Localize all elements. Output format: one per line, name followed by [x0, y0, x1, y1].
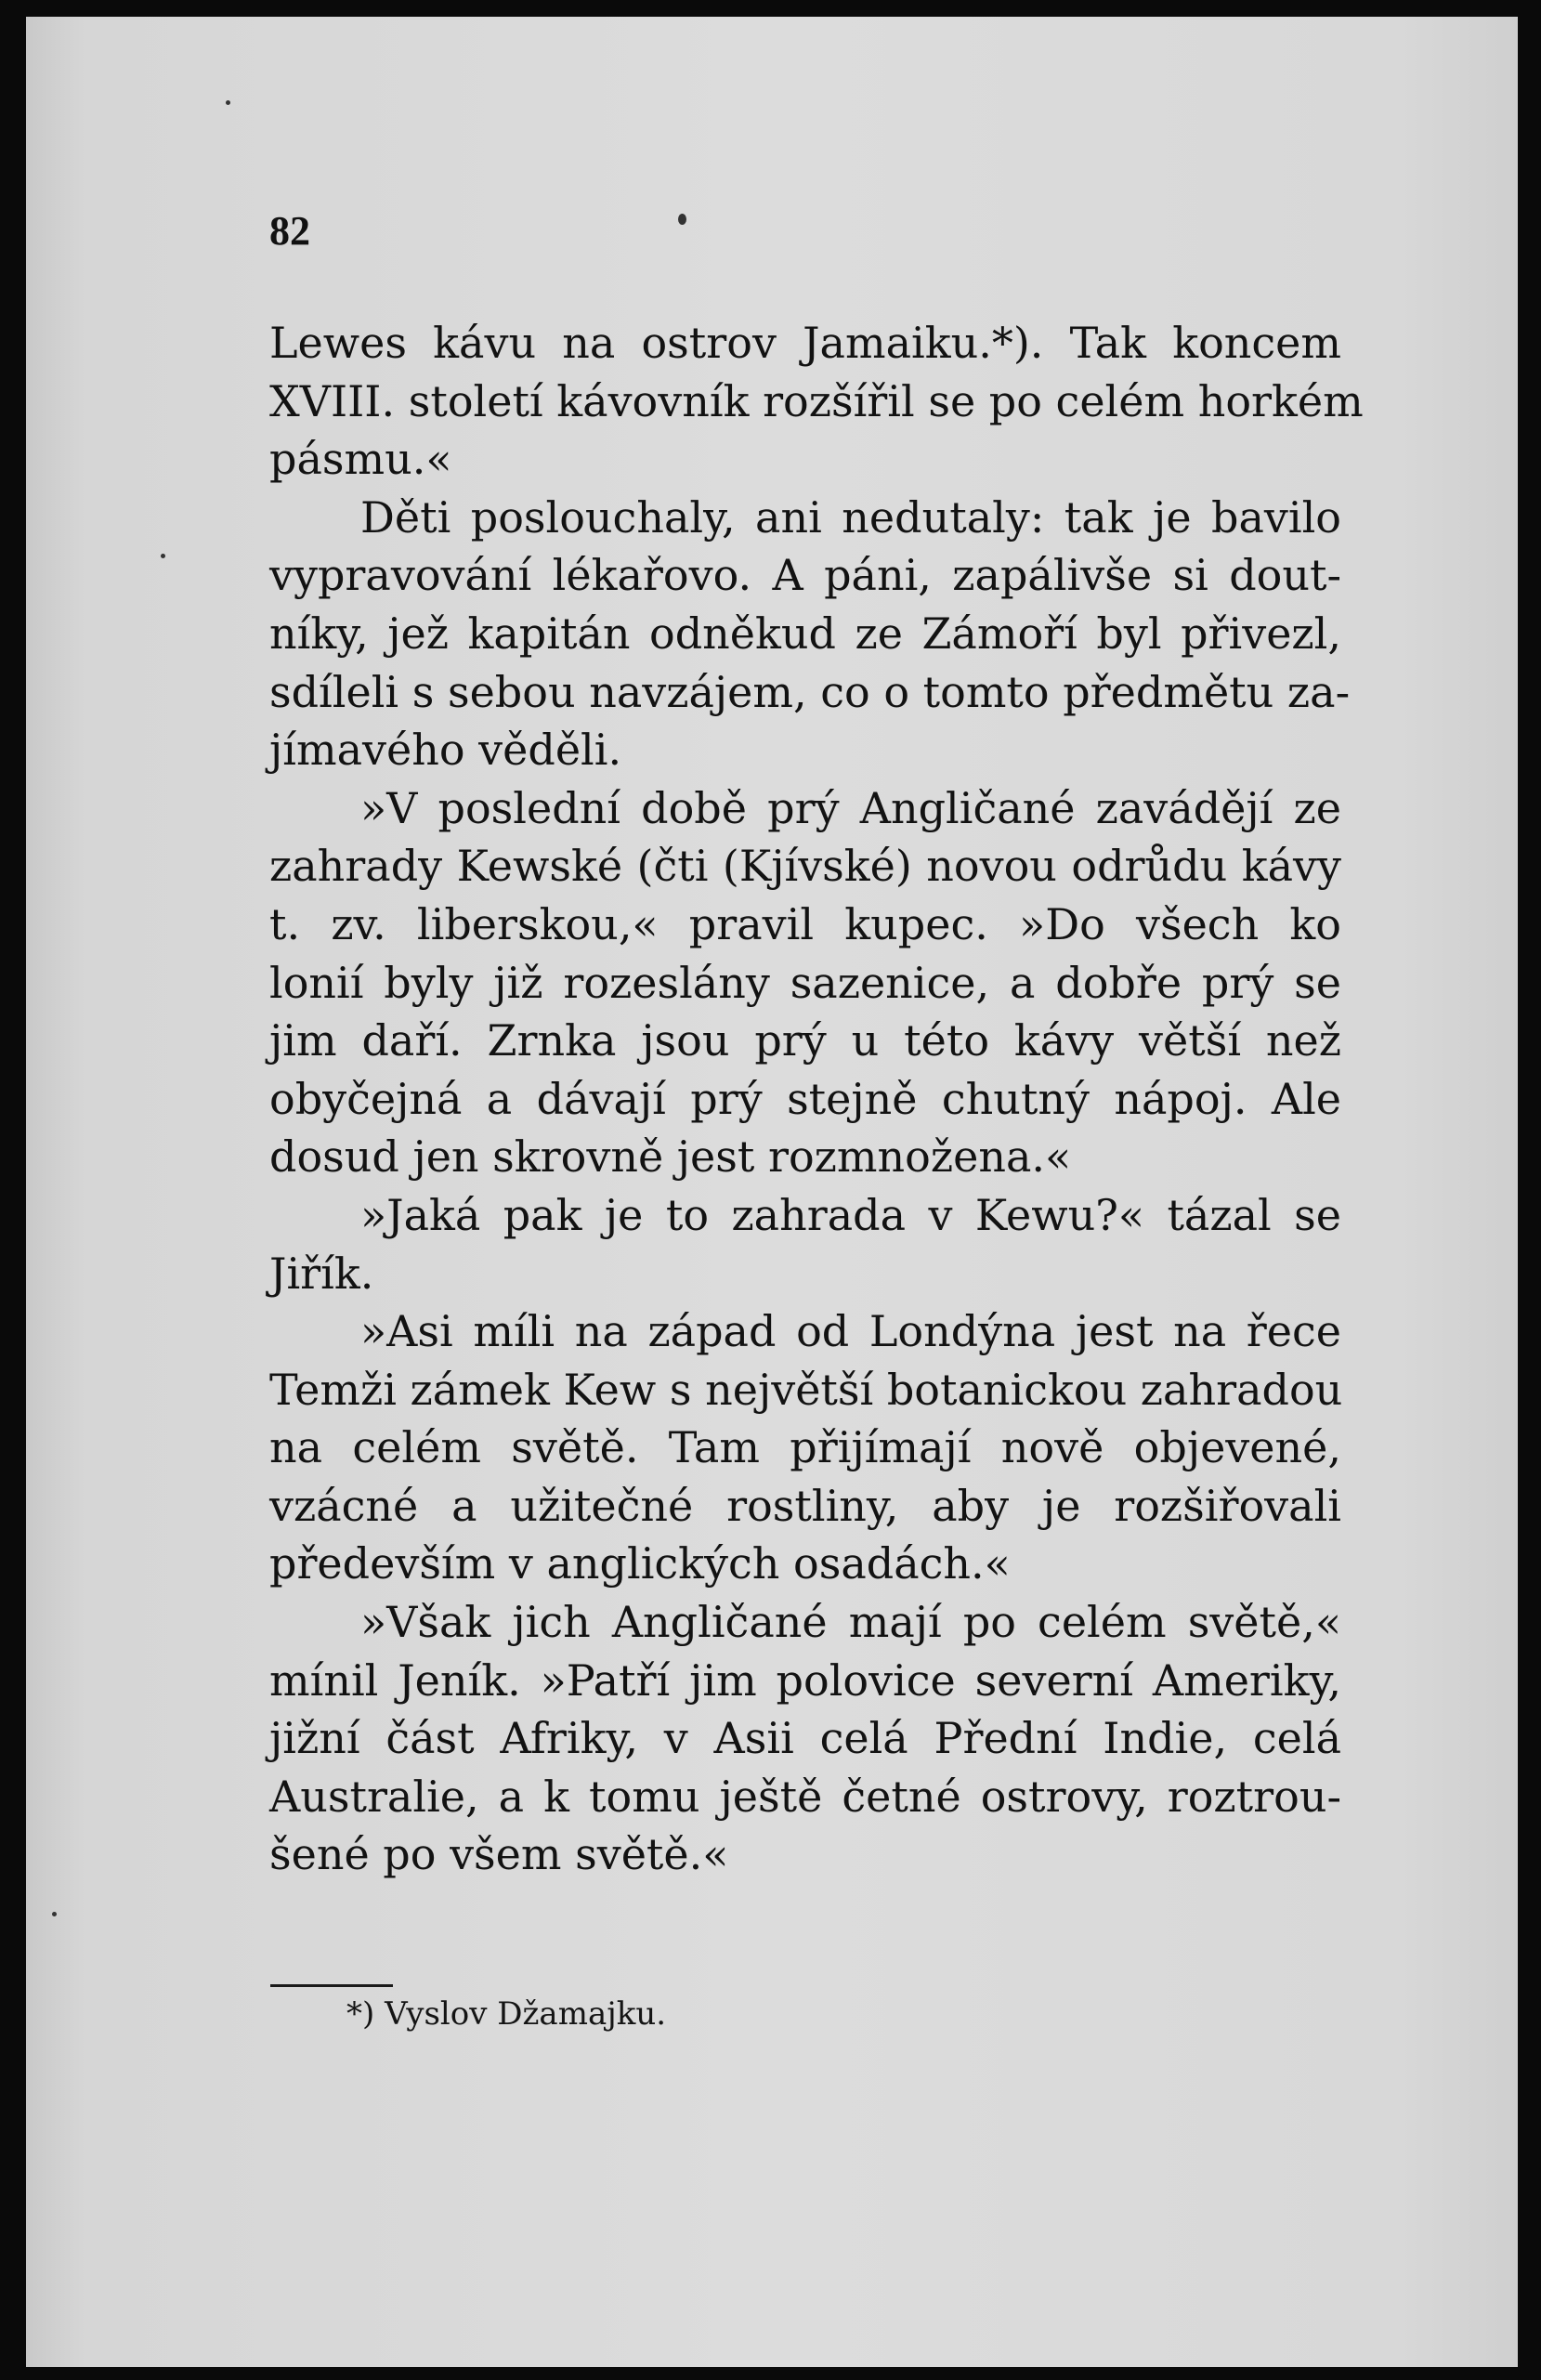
body-text: [269, 314, 1364, 1884]
book-page: [26, 17, 1518, 2367]
text-line: lonií byly již rozeslány sazenice, a dobře prý se: [269, 957, 1341, 1008]
text-line: Jiřík.: [269, 1248, 374, 1299]
text-line: XVIII. století kávovník rozšířil se po celém horkém: [269, 375, 1364, 426]
text-line: vzácné a užitečné rostliny, aby je rozšiřovali: [269, 1480, 1341, 1531]
text-line: především v anglických osadách.«: [269, 1538, 1011, 1589]
text-line: »Však jich Angličané mají po celém světě,«: [360, 1597, 1341, 1648]
page-number: 82: [269, 208, 310, 254]
ink-speck: [52, 1912, 57, 1916]
text-line: »V poslední době prý Angličané zavádějí ze: [360, 782, 1341, 833]
text-line: na celém světě. Tam přijímají nově objevené,: [269, 1422, 1341, 1473]
text-line: Australie, a k tomu ještě četné ostrovy, roztrou-: [269, 1771, 1341, 1822]
text-line: níky, jež kapitán odněkud ze Zámoří byl přivezl,: [269, 608, 1341, 659]
text-line: obyčejná a dávají prý stejně chutný nápoj. Ale: [269, 1073, 1341, 1124]
text-line: jim daří. Zrnka jsou prý u této kávy větší než: [269, 1015, 1341, 1066]
text-line: »Jaká pak je to zahrada v Kewu?« tázal se: [360, 1189, 1341, 1240]
ink-speck: [678, 214, 686, 225]
text-line: pásmu.«: [269, 434, 452, 485]
text-line: »Asi míli na západ od Londýna jest na řece: [360, 1306, 1341, 1357]
text-line: jímavého věděli.: [269, 725, 622, 776]
text-line: t. zv. liberskou,« pravil kupec. »Do všech ko: [269, 898, 1341, 949]
text-line: Děti poslouchaly, ani nedutaly: tak je bavilo: [360, 491, 1341, 543]
text-line: mínil Jeník. »Patří jim polovice severní Ameriky,: [269, 1654, 1341, 1706]
text-line: dosud jen skrovně jest rozmnožena.«: [269, 1131, 1072, 1183]
footnote: *) Vyslov Džamajku.: [346, 1995, 667, 2033]
ink-speck: [161, 554, 165, 558]
text-line: Lewes kávu na ostrov Jamaiku.*). Tak koncem: [269, 318, 1341, 368]
text-line: sdíleli s sebou navzájem, co o tomto předmětu za-: [269, 666, 1351, 717]
text-line: Temži zámek Kew s největší botanickou zahradou: [269, 1364, 1343, 1415]
text-line: vypravování lékařovo. A páni, zapálivše si dout-: [269, 550, 1341, 601]
text-line: jižní část Afriky, v Asii celá Přední Indie, celá: [269, 1713, 1341, 1764]
footnote-rule: [270, 1984, 393, 1987]
ink-speck: [226, 100, 230, 105]
text-line: zahrady Kewské (čti (Kjívské) novou odrůdu kávy: [269, 841, 1341, 892]
text-line: šené po všem světě.«: [269, 1829, 729, 1880]
